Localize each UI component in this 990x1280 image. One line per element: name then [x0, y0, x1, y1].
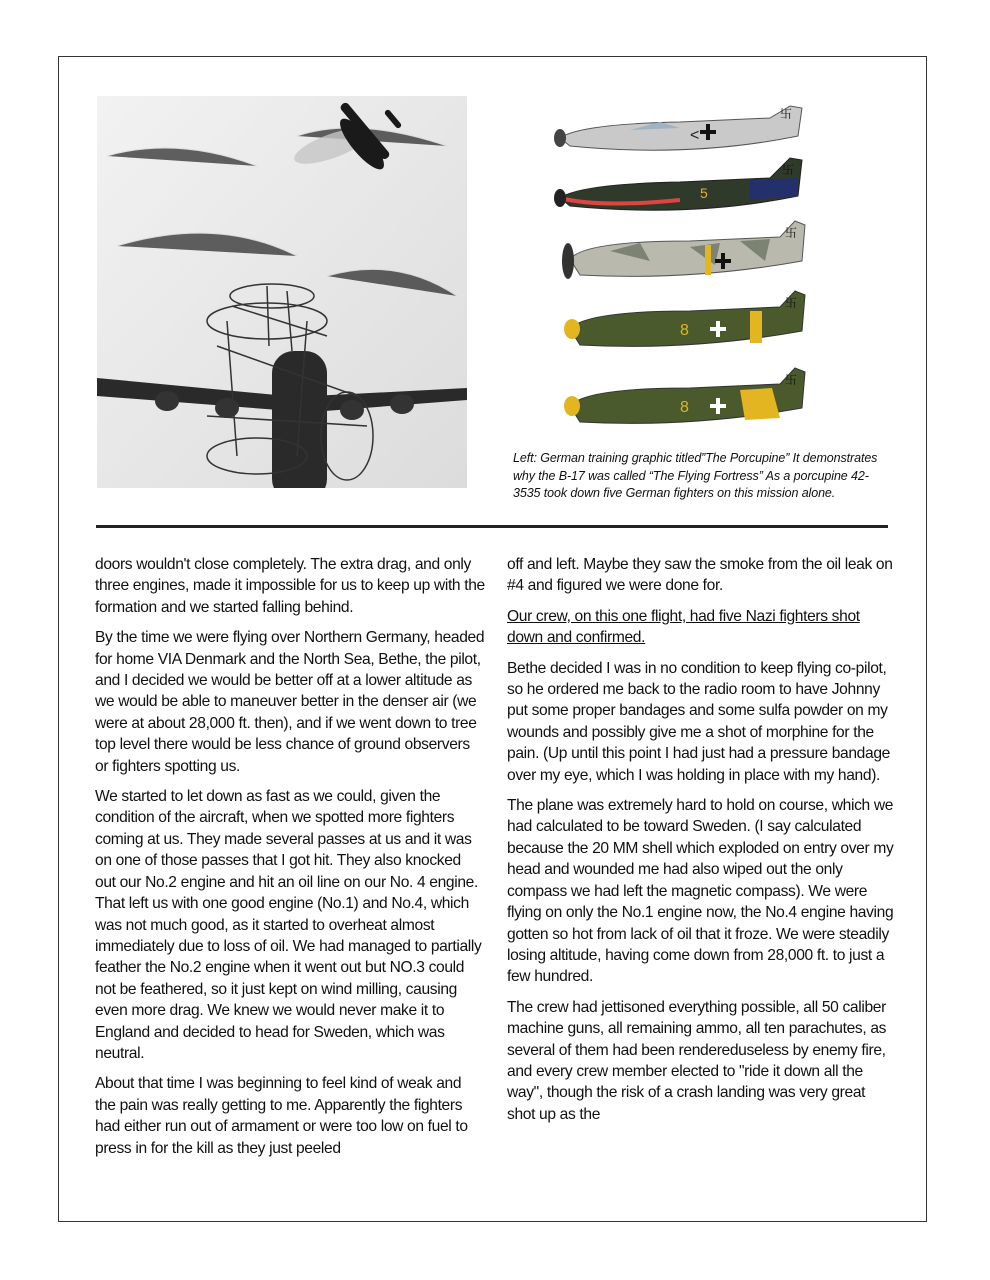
bf109-profile-2 [554, 158, 802, 210]
svg-text:卐: 卐 [782, 163, 795, 177]
figure-caption: Left: German training graphic titled”The Porcupine” It demonstrates why the B-17 was called “The Flying Fortress” As a porcupine 42-3535 took down five German fighters on this mission alone. [513, 451, 878, 500]
paragraph: About that time I was beginning to feel kind of weak and the pain was really getting to me. Apparently the fighters had either run out of armament or were too low on fuel to press in for the kill as they just peeled [95, 1075, 468, 1157]
svg-text:5: 5 [700, 185, 708, 201]
section-divider [96, 525, 888, 528]
fighter-profiles-illustration [540, 96, 840, 441]
paragraph: The crew had jettisoned everything possible, all 50 caliber machine guns, all remaining ammo, all ten parachutes, as several of them had been rendereduseless by enemy fire, and every crew member elected to "ride it down all the way", though the risk of a crash landing was very great shot up as the [507, 998, 887, 1123]
fw190-profile-2 [564, 291, 805, 346]
svg-text:卐: 卐 [780, 107, 793, 121]
highlighted-paragraph: Our crew, on this one flight, had five Nazi fighters shot down and confirmed. [507, 607, 860, 647]
svg-text:8: 8 [680, 322, 689, 339]
paragraph: off and left. Maybe they saw the smoke from the oil leak on #4 and figured we were done for. [507, 556, 893, 595]
svg-text:卐: 卐 [785, 373, 798, 387]
fw190-profile-3 [564, 368, 805, 423]
paragraph: By the time we were flying over Northern Germany, headed for home VIA Denmark and the North Sea, Bethe, the pilot, and I decided we would be better off at a lower altitude as we would be able to maneuver better in the denser air (we were at about 28,000 ft. then), and if we went down to tree top level there would be less chance of ground observers or fighters spotting us. [95, 629, 485, 775]
svg-text:卐: 卐 [785, 296, 798, 310]
svg-text:卐: 卐 [785, 226, 798, 240]
bf109-profile-1 [554, 106, 802, 150]
paragraph: We started to let down as fast as we could, given the condition of the aircraft, when we spotted more fighters coming at us. They made several passes at us and it was on one of those passes that I got hit. They also knocked out our No.2 engine and hit an oil line on our No. 4 engine. That left us with one good engine (No.1) and No.4, which was not much good, as it started to overheat almost immediately due to loss of oil. We had managed to partially feather the No.2 engine when it went out but NO.3 could not be feathered, so it just kept on wind milling, causing even more drag. We knew we would never make it to England and decided to head for Sweden, which was neutral. [95, 788, 482, 1062]
left-column [95, 554, 485, 1168]
paragraph: The plane was extremely hard to hold on course, which we had calculated to be toward Sweden. (I say calculated because the 20 MM shell which exploded on entry over my head and wounded me had also wiped out the only compass we had left the magnetic compass). We were flying on only the No.1 engine now, the No.4 engine having gotten so hot from lack of oil that it froze. We were steadily losing altitude, having come down from 28,000 ft. to just a few hundred. [507, 797, 894, 986]
paragraph: Bethe decided I was in no condition to keep flying co-pilot, so he ordered me back to the radio room to have Johnny put some proper bandages and some sulfa powder on my wounds and possibly give me a shot of morphine for the pain. (Up until this point I had just had a pressure bandage over my eye, which I was holding in place with my hand). [507, 659, 890, 784]
right-column [507, 554, 897, 1134]
svg-text:<: < [690, 127, 700, 144]
fw190-profile-1 [562, 221, 805, 279]
svg-text:8: 8 [680, 399, 689, 416]
paragraph: doors wouldn't close completely. The extra drag, and only three engines, made it impossible for us to keep up with the formation and we started falling behind. [95, 556, 485, 616]
porcupine-photo [97, 96, 467, 488]
